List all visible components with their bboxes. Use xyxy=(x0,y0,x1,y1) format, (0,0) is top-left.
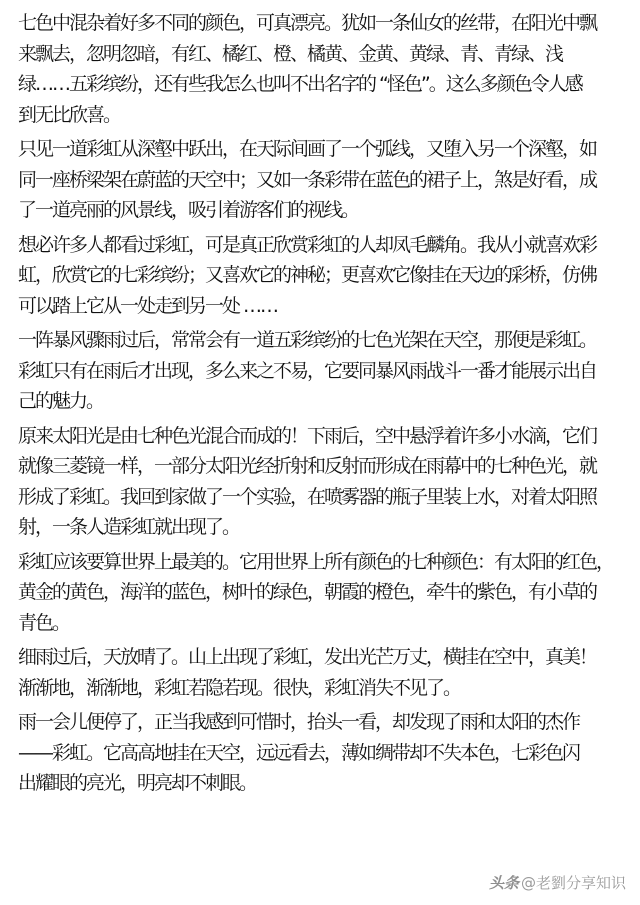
text-line: ——彩虹。它高高地挂在天空，远远看去，薄如绸带却不失本色，七彩色闪 xyxy=(18,741,580,764)
text-line: 彩虹应该要算世界上最美的。它用世界上所有颜色的七种颜色：有太阳的红色， xyxy=(18,550,614,573)
paragraph-3 xyxy=(18,230,630,322)
text-line: 只见一道彩虹从深壑中跃出，在天际间画了一个弧线，又堕入另一个深壑，如 xyxy=(18,138,597,160)
paragraph-1 xyxy=(18,8,630,130)
text-line: 青色。 xyxy=(18,611,70,634)
text-line: 了一道亮丽的风景线，吸引着游客们的视线。 xyxy=(18,199,359,221)
text-line: 同一座桥梁架在蔚蓝的天空中；又如一条彩带在蓝色的裙子上，煞是好看，成 xyxy=(18,168,597,191)
watermark xyxy=(489,872,626,893)
article-body xyxy=(18,8,630,803)
paragraph-2 xyxy=(18,134,630,226)
text-line: 七色中混杂着好多不同的颜色，可真漂亮。犹如一条仙女的丝带，在阳光中飘 xyxy=(18,12,597,34)
paragraph-4 xyxy=(18,325,630,417)
text-line: 可以踏上它从一处走到另一处 …… xyxy=(18,294,278,317)
watermark-handle: @老劉分享知识 xyxy=(520,874,626,892)
text-line: 想必许多人都看过彩虹，可是真正欣赏彩虹的人却凤毛麟角。我从小就喜欢彩 xyxy=(18,233,597,256)
text-line: 细雨过后，天放晴了。山上出现了彩虹，发出光芒万丈，横挂在空中，真美！ xyxy=(18,646,597,668)
text-line: 到无比欣喜。 xyxy=(18,103,121,126)
text-line: 渐渐地，渐渐地，彩虹若隐若现。很快，彩虹消失不见了。 xyxy=(18,676,461,699)
paragraph-6 xyxy=(18,547,630,639)
text-line: 彩虹只有在雨后才出现，多么来之不易，它要同暴风雨战斗一番才能展示出自 xyxy=(18,359,597,382)
text-line: 就像三菱镜一样，一部分太阳光经折射和反射而形成在雨幕中的七种色光，就 xyxy=(18,455,597,477)
paragraph-7 xyxy=(18,642,630,703)
watermark-brand: 头条 xyxy=(488,874,519,892)
text-line: 虹，欣赏它的七彩缤纷；又喜欢它的神秘；更喜欢它像挂在天边的彩桥，仿佛 xyxy=(18,264,597,286)
text-line: 射，一条人造彩虹就出现了。 xyxy=(18,516,240,538)
text-line: 绿……五彩缤纷，还有些我怎么也叫不出名字的 “怪色”。这么多颜色令人感 xyxy=(18,73,582,95)
text-line: 出耀眼的亮光，明亮却不刺眼。 xyxy=(18,772,257,794)
paragraph-5 xyxy=(18,421,630,543)
text-line: 形成了彩虹。我回到家做了一个实验，在喷雾器的瓶子里装上水，对着太阳照 xyxy=(18,485,597,508)
text-line: 一阵暴风骤雨过后，常常会有一道五彩缤纷的七色光架在天空，那便是彩虹。 xyxy=(18,329,597,351)
text-line: 原来太阳光是由七种色光混合而成的！下雨后，空中悬浮着许多小水滴，它们 xyxy=(18,424,597,447)
text-line: 黄金的黄色，海洋的蓝色，树叶的绿色，朝霞的橙色，牵牛的紫色，有小草的 xyxy=(18,581,597,603)
paragraph-8 xyxy=(18,707,630,799)
text-line: 雨一会儿便停了，正当我感到可惜时，抬头一看，却发现了雨和太阳的杰作 xyxy=(18,711,580,733)
text-line: 己的魅力。 xyxy=(18,390,104,412)
text-line: 来飘去，忽明忽暗，有红、橘红、橙、橘黄、金黄、黄绿、青、青绿、浅 xyxy=(18,42,563,65)
